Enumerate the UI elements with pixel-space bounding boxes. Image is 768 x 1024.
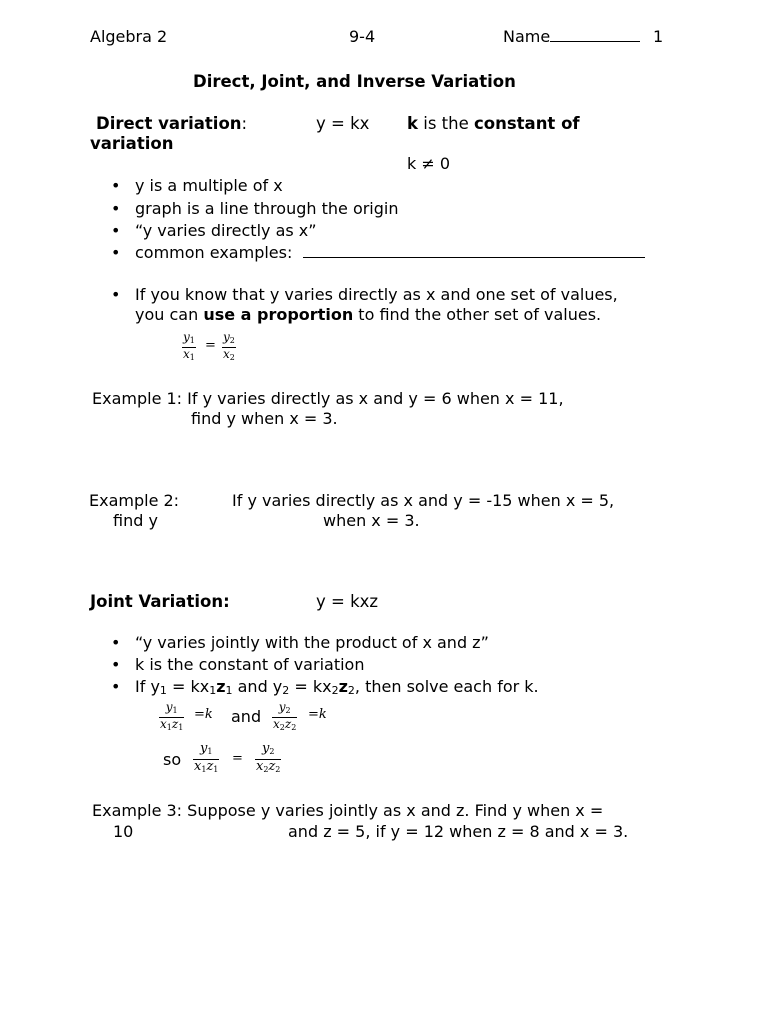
variation-word: variation xyxy=(90,134,174,153)
section-number: 9-4 xyxy=(349,27,376,46)
equals-k: =k xyxy=(194,707,213,722)
direct-variation-label: Direct variation xyxy=(96,114,242,133)
example-3-line-1: Example 3: Suppose y varies jointly as x and z. Find y when x = xyxy=(92,801,604,820)
joint-variation-heading: Joint Variation: xyxy=(90,592,230,611)
list-item: • “y varies jointly with the product of x and z” xyxy=(115,633,489,653)
fraction-y1-x1: $\frac{y_1}{x_1}$ xyxy=(183,330,195,362)
name-label: Name xyxy=(503,27,551,46)
example-2-label: Example 2: xyxy=(89,491,180,510)
proportion-line: you can use a proportion to find the other set of values. xyxy=(135,305,602,324)
example-1-line-1: Example 1: If y varies directly as x and y = 6 when x = 11, xyxy=(92,389,564,408)
list-item: • common examples: xyxy=(115,243,645,263)
example-1-line-2: find y when x = 3. xyxy=(191,409,338,428)
example-2-when: when x = 3. xyxy=(323,511,420,530)
fraction-y2-x2: $\frac{y_2}{x_2}$ xyxy=(223,330,235,362)
list-item: • If $y_1 = kx_1z_1$ and $y_2 = kx_2z_2$, then solve each for k. xyxy=(115,677,539,701)
direct-variation-heading: Direct variation: xyxy=(96,114,248,133)
equals-k: =k xyxy=(308,707,327,722)
equals-sign: = xyxy=(205,338,216,353)
name-blank xyxy=(550,41,640,42)
example-3-value: 10 xyxy=(113,822,134,841)
fraction-y1-x1z1: $\frac{y_1}{x_1z_1}$ xyxy=(160,700,184,732)
example-3-line-2: and z = 5, if y = 12 when z = 8 and x = 3. xyxy=(288,822,629,841)
page-title: Direct, Joint, and Inverse Variation xyxy=(193,72,516,91)
equals-sign: = xyxy=(232,751,243,766)
example-2-text: If y varies directly as x and y = -15 when x = 5, xyxy=(232,491,615,510)
direct-formula: y = kx xyxy=(316,114,370,133)
example-2-find: find y xyxy=(113,511,158,530)
k-condition: k ≠ 0 xyxy=(407,154,451,173)
list-item: • graph is a line through the origin xyxy=(115,199,399,219)
list-item: • k is the constant of variation xyxy=(115,655,364,675)
list-item: • If you know that y varies directly as x and one set of values, xyxy=(115,285,618,305)
constant-definition: k is the constant of xyxy=(407,114,580,133)
fraction-y2-x2z2: $\frac{y_2}{x_2z_2}$ xyxy=(255,742,281,777)
and-word: and xyxy=(231,707,262,726)
list-item: • y is a multiple of x xyxy=(115,176,283,196)
course-name: Algebra 2 xyxy=(90,27,168,46)
so-word: so xyxy=(163,750,182,769)
page-number: 1 xyxy=(653,27,664,46)
fraction-y2-x2z2: $\frac{y_2}{x_2z_2}$ xyxy=(273,700,297,732)
joint-formula: y = kxz xyxy=(316,592,379,611)
fraction-y1-x1z1: $\frac{y_1}{x_1z_1}$ xyxy=(193,742,219,777)
name-field xyxy=(503,27,640,47)
examples-blank xyxy=(303,257,645,258)
list-item: • “y varies directly as x” xyxy=(115,221,317,241)
